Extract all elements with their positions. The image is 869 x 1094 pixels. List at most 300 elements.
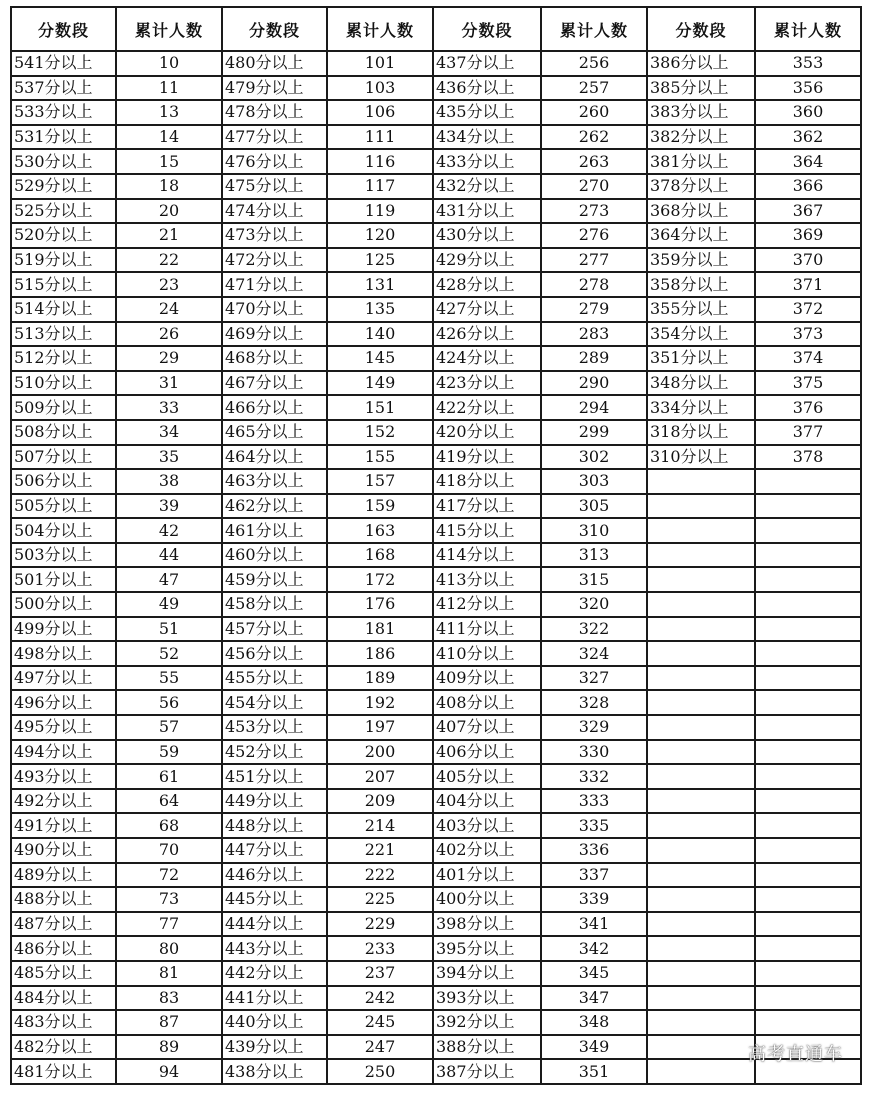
cumulative-count-cell: 116 xyxy=(327,149,433,174)
score-range-cell: 406分以上 xyxy=(433,740,541,765)
score-range-cell: 490分以上 xyxy=(11,838,116,863)
score-range-cell: 415分以上 xyxy=(433,518,541,543)
cumulative-count-cell: 34 xyxy=(116,420,222,445)
score-range-cell: 310分以上 xyxy=(647,445,755,470)
cumulative-count-cell: 305 xyxy=(541,494,647,519)
cumulative-count-cell: 38 xyxy=(116,469,222,494)
score-range-cell: 461分以上 xyxy=(222,518,327,543)
cumulative-count-cell: 345 xyxy=(541,961,647,986)
cumulative-count-cell: 349 xyxy=(541,1035,647,1060)
score-range-cell: 452分以上 xyxy=(222,740,327,765)
cumulative-count-cell: 278 xyxy=(541,272,647,297)
score-range-cell: 472分以上 xyxy=(222,248,327,273)
score-range-cell xyxy=(647,1010,755,1035)
score-range-cell: 436分以上 xyxy=(433,76,541,101)
cumulative-count-cell: 42 xyxy=(116,518,222,543)
header-cumulative-count: 累计人数 xyxy=(116,7,222,51)
score-range-cell: 449分以上 xyxy=(222,789,327,814)
table-row xyxy=(11,641,861,666)
score-range-cell: 429分以上 xyxy=(433,248,541,273)
score-range-cell: 442分以上 xyxy=(222,961,327,986)
cumulative-count-cell xyxy=(755,887,861,912)
cumulative-count-cell: 72 xyxy=(116,863,222,888)
score-range-cell: 447分以上 xyxy=(222,838,327,863)
cumulative-count-cell: 22 xyxy=(116,248,222,273)
score-range-cell xyxy=(647,592,755,617)
score-range-cell: 382分以上 xyxy=(647,125,755,150)
cumulative-count-cell: 294 xyxy=(541,395,647,420)
score-range-cell xyxy=(647,543,755,568)
score-range-cell: 334分以上 xyxy=(647,395,755,420)
cumulative-count-cell: 172 xyxy=(327,567,433,592)
score-range-cell: 378分以上 xyxy=(647,174,755,199)
score-range-cell: 493分以上 xyxy=(11,764,116,789)
score-range-cell: 439分以上 xyxy=(222,1035,327,1060)
table-row xyxy=(11,469,861,494)
table-row xyxy=(11,961,861,986)
cumulative-count-cell: 186 xyxy=(327,641,433,666)
cumulative-count-cell: 151 xyxy=(327,395,433,420)
score-range-cell: 394分以上 xyxy=(433,961,541,986)
score-range-cell: 537分以上 xyxy=(11,76,116,101)
score-range-cell: 484分以上 xyxy=(11,986,116,1011)
table-row xyxy=(11,789,861,814)
cumulative-count-cell xyxy=(755,838,861,863)
cumulative-count-cell: 176 xyxy=(327,592,433,617)
score-range-cell: 460分以上 xyxy=(222,543,327,568)
score-range-cell: 474分以上 xyxy=(222,199,327,224)
cumulative-count-cell: 33 xyxy=(116,395,222,420)
score-range-cell: 453分以上 xyxy=(222,715,327,740)
score-range-cell: 445分以上 xyxy=(222,887,327,912)
score-range-cell: 469分以上 xyxy=(222,322,327,347)
score-range-cell: 424分以上 xyxy=(433,346,541,371)
score-range-cell: 459分以上 xyxy=(222,567,327,592)
score-range-cell: 471分以上 xyxy=(222,272,327,297)
table-row xyxy=(11,76,861,101)
cumulative-count-cell: 276 xyxy=(541,223,647,248)
score-range-cell: 496分以上 xyxy=(11,690,116,715)
table-row xyxy=(11,838,861,863)
score-range-cell: 481分以上 xyxy=(11,1059,116,1084)
cumulative-count-cell: 200 xyxy=(327,740,433,765)
cumulative-count-cell: 51 xyxy=(116,617,222,642)
score-range-cell: 508分以上 xyxy=(11,420,116,445)
table-row xyxy=(11,371,861,396)
table-row xyxy=(11,100,861,125)
table-row xyxy=(11,518,861,543)
cumulative-count-cell xyxy=(755,764,861,789)
cumulative-count-cell xyxy=(755,543,861,568)
cumulative-count-cell: 68 xyxy=(116,813,222,838)
score-range-cell: 494分以上 xyxy=(11,740,116,765)
score-range-cell: 462分以上 xyxy=(222,494,327,519)
cumulative-count-cell xyxy=(755,912,861,937)
score-range-cell: 407分以上 xyxy=(433,715,541,740)
header-cumulative-count: 累计人数 xyxy=(755,7,861,51)
header-cumulative-count: 累计人数 xyxy=(541,7,647,51)
cumulative-count-cell: 106 xyxy=(327,100,433,125)
score-range-cell: 541分以上 xyxy=(11,51,116,76)
cumulative-count-cell: 87 xyxy=(116,1010,222,1035)
score-range-cell: 422分以上 xyxy=(433,395,541,420)
cumulative-count-cell: 356 xyxy=(755,76,861,101)
table-row xyxy=(11,1010,861,1035)
cumulative-count-cell: 157 xyxy=(327,469,433,494)
cumulative-count-cell: 339 xyxy=(541,887,647,912)
cumulative-count-cell: 39 xyxy=(116,494,222,519)
score-range-cell: 395分以上 xyxy=(433,936,541,961)
cumulative-count-cell: 18 xyxy=(116,174,222,199)
table-row xyxy=(11,346,861,371)
cumulative-count-cell: 59 xyxy=(116,740,222,765)
cumulative-count-cell: 15 xyxy=(116,149,222,174)
cumulative-count-cell: 328 xyxy=(541,690,647,715)
score-range-cell xyxy=(647,1035,755,1060)
cumulative-count-cell: 327 xyxy=(541,666,647,691)
cumulative-count-cell: 310 xyxy=(541,518,647,543)
cumulative-count-cell: 332 xyxy=(541,764,647,789)
cumulative-count-cell: 14 xyxy=(116,125,222,150)
score-range-cell xyxy=(647,469,755,494)
cumulative-count-cell: 260 xyxy=(541,100,647,125)
header-score-range: 分数段 xyxy=(433,7,541,51)
score-range-cell xyxy=(647,863,755,888)
header-score-range: 分数段 xyxy=(222,7,327,51)
cumulative-count-cell: 57 xyxy=(116,715,222,740)
cumulative-count-cell: 256 xyxy=(541,51,647,76)
score-range-cell: 531分以上 xyxy=(11,125,116,150)
score-range-cell: 529分以上 xyxy=(11,174,116,199)
cumulative-count-cell: 229 xyxy=(327,912,433,937)
score-range-cell: 402分以上 xyxy=(433,838,541,863)
score-range-cell: 520分以上 xyxy=(11,223,116,248)
cumulative-count-cell xyxy=(755,813,861,838)
cumulative-count-cell xyxy=(755,617,861,642)
cumulative-count-cell: 242 xyxy=(327,986,433,1011)
cumulative-count-cell xyxy=(755,592,861,617)
cumulative-count-cell: 120 xyxy=(327,223,433,248)
cumulative-count-cell: 163 xyxy=(327,518,433,543)
score-range-cell: 418分以上 xyxy=(433,469,541,494)
score-range-cell: 489分以上 xyxy=(11,863,116,888)
cumulative-count-cell: 125 xyxy=(327,248,433,273)
cumulative-count-cell xyxy=(755,518,861,543)
cumulative-count-cell: 10 xyxy=(116,51,222,76)
cumulative-count-cell: 117 xyxy=(327,174,433,199)
score-range-cell: 387分以上 xyxy=(433,1059,541,1084)
table-row xyxy=(11,666,861,691)
table-row xyxy=(11,223,861,248)
score-range-cell: 443分以上 xyxy=(222,936,327,961)
cumulative-count-cell: 197 xyxy=(327,715,433,740)
score-range-cell: 514分以上 xyxy=(11,297,116,322)
cumulative-count-cell: 366 xyxy=(755,174,861,199)
cumulative-count-cell: 94 xyxy=(116,1059,222,1084)
cumulative-count-cell: 61 xyxy=(116,764,222,789)
table-row xyxy=(11,494,861,519)
cumulative-count-cell: 277 xyxy=(541,248,647,273)
table-row xyxy=(11,51,861,76)
score-range-cell: 318分以上 xyxy=(647,420,755,445)
table-row xyxy=(11,986,861,1011)
score-range-cell: 386分以上 xyxy=(647,51,755,76)
cumulative-count-cell: 31 xyxy=(116,371,222,396)
cumulative-count-cell: 145 xyxy=(327,346,433,371)
score-distribution-table xyxy=(10,6,862,1085)
cumulative-count-cell: 335 xyxy=(541,813,647,838)
score-range-cell: 434分以上 xyxy=(433,125,541,150)
cumulative-count-cell: 376 xyxy=(755,395,861,420)
score-range-cell: 417分以上 xyxy=(433,494,541,519)
cumulative-count-cell: 23 xyxy=(116,272,222,297)
cumulative-count-cell: 237 xyxy=(327,961,433,986)
cumulative-count-cell: 273 xyxy=(541,199,647,224)
score-range-cell: 427分以上 xyxy=(433,297,541,322)
score-range-cell: 438分以上 xyxy=(222,1059,327,1084)
cumulative-count-cell xyxy=(755,1010,861,1035)
score-range-cell: 499分以上 xyxy=(11,617,116,642)
score-range-cell xyxy=(647,690,755,715)
cumulative-count-cell: 140 xyxy=(327,322,433,347)
score-range-cell: 358分以上 xyxy=(647,272,755,297)
score-range-cell xyxy=(647,764,755,789)
score-range-cell: 458分以上 xyxy=(222,592,327,617)
cumulative-count-cell: 222 xyxy=(327,863,433,888)
cumulative-count-cell: 77 xyxy=(116,912,222,937)
table-row xyxy=(11,912,861,937)
score-range-cell xyxy=(647,617,755,642)
score-range-cell: 507分以上 xyxy=(11,445,116,470)
score-range-cell: 364分以上 xyxy=(647,223,755,248)
cumulative-count-cell: 119 xyxy=(327,199,433,224)
cumulative-count-cell: 155 xyxy=(327,445,433,470)
table-row xyxy=(11,764,861,789)
score-range-cell: 412分以上 xyxy=(433,592,541,617)
table-row xyxy=(11,715,861,740)
table-row xyxy=(11,248,861,273)
header-score-range: 分数段 xyxy=(647,7,755,51)
score-range-cell: 432分以上 xyxy=(433,174,541,199)
cumulative-count-cell: 290 xyxy=(541,371,647,396)
header-cumulative-count: 累计人数 xyxy=(327,7,433,51)
score-range-cell xyxy=(647,813,755,838)
cumulative-count-cell: 209 xyxy=(327,789,433,814)
cumulative-count-cell: 373 xyxy=(755,322,861,347)
score-range-cell: 408分以上 xyxy=(433,690,541,715)
cumulative-count-cell: 263 xyxy=(541,149,647,174)
cumulative-count-cell: 89 xyxy=(116,1035,222,1060)
cumulative-count-cell: 324 xyxy=(541,641,647,666)
score-range-cell xyxy=(647,518,755,543)
score-range-cell: 515分以上 xyxy=(11,272,116,297)
score-range-cell: 467分以上 xyxy=(222,371,327,396)
cumulative-count-cell xyxy=(755,740,861,765)
cumulative-count-cell: 11 xyxy=(116,76,222,101)
score-range-cell: 437分以上 xyxy=(433,51,541,76)
score-range-cell: 441分以上 xyxy=(222,986,327,1011)
cumulative-count-cell: 302 xyxy=(541,445,647,470)
score-range-cell: 475分以上 xyxy=(222,174,327,199)
cumulative-count-cell xyxy=(755,961,861,986)
cumulative-count-cell: 362 xyxy=(755,125,861,150)
cumulative-count-cell xyxy=(755,789,861,814)
score-range-cell: 519分以上 xyxy=(11,248,116,273)
cumulative-count-cell: 283 xyxy=(541,322,647,347)
score-range-cell: 466分以上 xyxy=(222,395,327,420)
score-range-cell: 470分以上 xyxy=(222,297,327,322)
cumulative-count-cell: 320 xyxy=(541,592,647,617)
cumulative-count-cell xyxy=(755,690,861,715)
cumulative-count-cell: 279 xyxy=(541,297,647,322)
score-range-cell: 473分以上 xyxy=(222,223,327,248)
score-range-cell: 509分以上 xyxy=(11,395,116,420)
cumulative-count-cell: 81 xyxy=(116,961,222,986)
score-range-cell: 501分以上 xyxy=(11,567,116,592)
score-range-cell: 410分以上 xyxy=(433,641,541,666)
cumulative-count-cell: 303 xyxy=(541,469,647,494)
cumulative-count-cell: 24 xyxy=(116,297,222,322)
score-range-cell xyxy=(647,789,755,814)
score-range-cell: 454分以上 xyxy=(222,690,327,715)
score-range-cell: 451分以上 xyxy=(222,764,327,789)
cumulative-count-cell: 374 xyxy=(755,346,861,371)
cumulative-count-cell: 372 xyxy=(755,297,861,322)
score-range-cell: 351分以上 xyxy=(647,346,755,371)
score-range-cell xyxy=(647,961,755,986)
table-row xyxy=(11,199,861,224)
score-range-cell: 400分以上 xyxy=(433,887,541,912)
cumulative-count-cell: 101 xyxy=(327,51,433,76)
score-range-cell xyxy=(647,936,755,961)
score-range-cell: 506分以上 xyxy=(11,469,116,494)
cumulative-count-cell: 262 xyxy=(541,125,647,150)
cumulative-count-cell xyxy=(755,986,861,1011)
cumulative-count-cell xyxy=(755,666,861,691)
score-range-cell: 411分以上 xyxy=(433,617,541,642)
score-range-cell xyxy=(647,494,755,519)
cumulative-count-cell xyxy=(755,936,861,961)
cumulative-count-cell: 245 xyxy=(327,1010,433,1035)
cumulative-count-cell: 159 xyxy=(327,494,433,519)
score-range-cell: 477分以上 xyxy=(222,125,327,150)
score-range-cell: 488分以上 xyxy=(11,887,116,912)
cumulative-count-cell: 322 xyxy=(541,617,647,642)
score-range-cell: 355分以上 xyxy=(647,297,755,322)
score-range-cell: 354分以上 xyxy=(647,322,755,347)
score-range-cell: 468分以上 xyxy=(222,346,327,371)
cumulative-count-cell: 257 xyxy=(541,76,647,101)
score-range-cell: 385分以上 xyxy=(647,76,755,101)
table-row xyxy=(11,272,861,297)
table-row xyxy=(11,1035,861,1060)
cumulative-count-cell: 189 xyxy=(327,666,433,691)
cumulative-count-cell: 168 xyxy=(327,543,433,568)
score-range-cell: 433分以上 xyxy=(433,149,541,174)
score-range-cell: 465分以上 xyxy=(222,420,327,445)
cumulative-count-cell: 341 xyxy=(541,912,647,937)
score-range-cell: 478分以上 xyxy=(222,100,327,125)
score-range-cell: 383分以上 xyxy=(647,100,755,125)
cumulative-count-cell xyxy=(755,715,861,740)
score-range-cell: 401分以上 xyxy=(433,863,541,888)
cumulative-count-cell: 330 xyxy=(541,740,647,765)
score-range-cell: 393分以上 xyxy=(433,986,541,1011)
cumulative-count-cell: 250 xyxy=(327,1059,433,1084)
cumulative-count-cell: 348 xyxy=(541,1010,647,1035)
cumulative-count-cell: 333 xyxy=(541,789,647,814)
cumulative-count-cell: 370 xyxy=(755,248,861,273)
score-range-cell xyxy=(647,740,755,765)
cumulative-count-cell: 367 xyxy=(755,199,861,224)
score-range-cell: 486分以上 xyxy=(11,936,116,961)
table-row xyxy=(11,445,861,470)
score-range-cell: 464分以上 xyxy=(222,445,327,470)
score-range-cell xyxy=(647,986,755,1011)
score-range-cell: 446分以上 xyxy=(222,863,327,888)
cumulative-count-cell: 80 xyxy=(116,936,222,961)
cumulative-count-cell: 225 xyxy=(327,887,433,912)
cumulative-count-cell: 20 xyxy=(116,199,222,224)
score-range-cell: 403分以上 xyxy=(433,813,541,838)
table-row xyxy=(11,592,861,617)
watermark-text: 高考直通车 xyxy=(748,1044,843,1065)
score-range-cell: 505分以上 xyxy=(11,494,116,519)
score-range-cell: 500分以上 xyxy=(11,592,116,617)
table-row xyxy=(11,936,861,961)
cumulative-count-cell: 52 xyxy=(116,641,222,666)
table-row xyxy=(11,813,861,838)
score-range-cell xyxy=(647,715,755,740)
table-row xyxy=(11,690,861,715)
score-range-cell: 456分以上 xyxy=(222,641,327,666)
score-range-cell: 457分以上 xyxy=(222,617,327,642)
cumulative-count-cell: 336 xyxy=(541,838,647,863)
cumulative-count-cell: 375 xyxy=(755,371,861,396)
cumulative-count-cell: 47 xyxy=(116,567,222,592)
score-range-cell: 480分以上 xyxy=(222,51,327,76)
cumulative-count-cell: 29 xyxy=(116,346,222,371)
table-row xyxy=(11,863,861,888)
table-body xyxy=(11,51,861,1084)
score-range-cell: 348分以上 xyxy=(647,371,755,396)
table-row xyxy=(11,174,861,199)
score-range-cell: 525分以上 xyxy=(11,199,116,224)
cumulative-count-cell: 181 xyxy=(327,617,433,642)
score-range-cell: 414分以上 xyxy=(433,543,541,568)
score-range-cell: 405分以上 xyxy=(433,764,541,789)
score-range-cell: 448分以上 xyxy=(222,813,327,838)
cumulative-count-cell: 214 xyxy=(327,813,433,838)
score-range-cell xyxy=(647,641,755,666)
score-range-cell: 495分以上 xyxy=(11,715,116,740)
score-range-cell: 512分以上 xyxy=(11,346,116,371)
cumulative-count-cell xyxy=(755,494,861,519)
cumulative-count-cell: 64 xyxy=(116,789,222,814)
score-range-cell: 440分以上 xyxy=(222,1010,327,1035)
cumulative-count-cell: 21 xyxy=(116,223,222,248)
score-range-cell: 381分以上 xyxy=(647,149,755,174)
table-row xyxy=(11,1059,861,1084)
table-row xyxy=(11,567,861,592)
cumulative-count-cell: 221 xyxy=(327,838,433,863)
table-row xyxy=(11,887,861,912)
cumulative-count-cell: 351 xyxy=(541,1059,647,1084)
cumulative-count-cell: 315 xyxy=(541,567,647,592)
score-range-cell: 368分以上 xyxy=(647,199,755,224)
cumulative-count-cell: 369 xyxy=(755,223,861,248)
cumulative-count-cell: 270 xyxy=(541,174,647,199)
